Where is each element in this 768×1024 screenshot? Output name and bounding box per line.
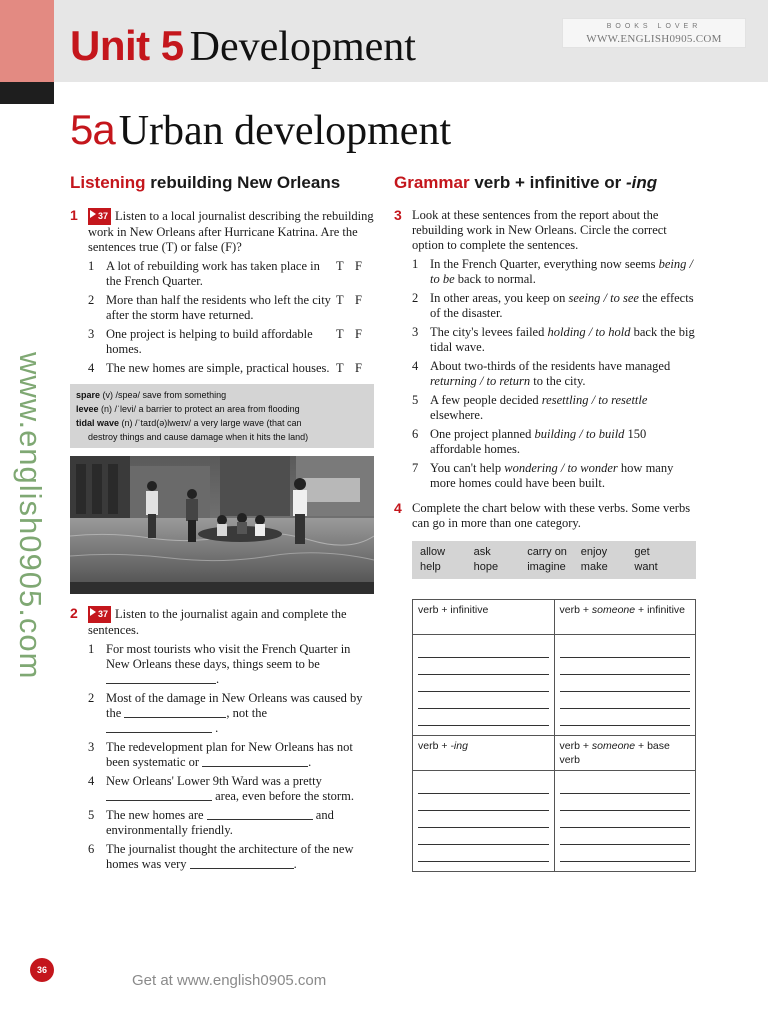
item-text-part: and environmentally friendly. xyxy=(106,808,334,837)
verb-word: allow xyxy=(420,546,446,558)
watermark-top-text: BOOKS LOVER xyxy=(606,23,702,30)
chart-header-verb-ing xyxy=(413,736,554,770)
item-text-part: 150 affordable homes. xyxy=(430,427,647,456)
item-text-part: to the city. xyxy=(530,374,586,388)
answer-lines[interactable] xyxy=(413,635,554,735)
list-item xyxy=(412,393,696,423)
list-item xyxy=(88,774,374,804)
item-text-part: elsewhere. xyxy=(430,408,484,422)
listening-heading xyxy=(70,172,374,194)
item-text-part: The new homes are xyxy=(106,808,204,822)
section-title xyxy=(70,104,451,157)
item-text-part: , not the xyxy=(226,706,268,720)
item-text-part: how many more homes could have been built. xyxy=(430,461,674,490)
exercise-4 xyxy=(394,501,696,531)
glossary-definition: (n) /ˈtaɪd(ə)lweɪv/ a very large wave (that can xyxy=(119,418,302,428)
glossary-entry xyxy=(76,402,368,416)
answer-lines[interactable] xyxy=(554,635,696,735)
verb-word: help xyxy=(420,561,441,573)
list-item xyxy=(88,691,374,736)
true-option[interactable]: T xyxy=(336,327,344,341)
item-number: 3 xyxy=(88,327,95,341)
exercise-number: 1 xyxy=(70,207,78,223)
chart-header-part: -ing xyxy=(450,740,468,752)
true-false-options xyxy=(336,259,374,289)
item-text: The new homes are simple, practical houses. xyxy=(106,361,330,375)
list-item xyxy=(88,293,374,323)
true-option[interactable]: T xyxy=(336,259,344,273)
chart-header-part: verb + xyxy=(418,740,451,752)
header-black-block xyxy=(0,82,54,104)
grammar-heading-topic: verb + infinitive or xyxy=(469,173,626,192)
item-text xyxy=(106,842,374,872)
item-text-part: The city's levees failed xyxy=(430,325,548,339)
answer-lines[interactable] xyxy=(554,771,696,871)
item-text: One project is helping to build affordable homes. xyxy=(106,327,313,356)
exercise-number: 3 xyxy=(394,207,402,223)
glossary-box xyxy=(70,384,374,448)
circle-option[interactable]: being / to be xyxy=(430,257,693,286)
exercise-1-instruction-text: Listen to a local journalist describing the rebuilding work in New Orleans after Hurricane Katrina. Are the sentences true (T) or false (F)? xyxy=(88,209,374,254)
list-item xyxy=(88,808,374,838)
verb-word: enjoy xyxy=(580,546,608,558)
true-false-options xyxy=(336,293,374,323)
exercise-instruction: Complete the chart below with these verbs. Some verbs can go in more than one category. xyxy=(412,501,691,530)
list-item xyxy=(88,259,374,289)
list-item xyxy=(412,461,696,491)
item-number: 6 xyxy=(88,842,95,856)
item-text-part: back the big tidal wave. xyxy=(430,325,695,354)
footer-text[interactable]: Get at www.english0905.com xyxy=(132,972,327,989)
item-text xyxy=(106,642,374,687)
item-number: 7 xyxy=(412,461,419,475)
circle-option[interactable]: resettling / to resettle xyxy=(541,393,648,407)
answer-blank[interactable] xyxy=(202,756,308,767)
circle-option[interactable]: wondering / to wonder xyxy=(504,461,618,475)
section-number: 5a xyxy=(70,106,115,153)
page-number-badge: 36 xyxy=(30,958,54,982)
glossary-definition: (n) /ˈlevi/ a barrier to protect an area from flooding xyxy=(98,404,300,414)
chart-header-part: + infinitive xyxy=(635,604,686,616)
verb-word: get xyxy=(634,546,650,558)
list-item xyxy=(412,325,696,355)
exercise-number: 4 xyxy=(394,500,402,516)
answer-blank[interactable] xyxy=(124,707,226,718)
exercise-3-items xyxy=(412,257,696,491)
glossary-word: levee xyxy=(76,404,99,414)
item-number: 1 xyxy=(88,642,95,656)
list-item xyxy=(88,740,374,770)
item-number: 6 xyxy=(412,427,419,441)
item-text xyxy=(430,427,696,457)
item-text-part: The redevelopment plan for New Orleans has not been systematic or xyxy=(106,740,353,769)
list-item xyxy=(88,842,374,872)
list-item xyxy=(412,257,696,287)
grammar-column xyxy=(394,172,696,872)
exercise-3 xyxy=(394,208,696,253)
chart-header-verb-infinitive: verb + infinitive xyxy=(418,604,489,616)
chart-answer-row xyxy=(413,634,695,735)
item-text xyxy=(430,393,696,423)
item-number: 1 xyxy=(412,257,419,271)
side-watermark-text: www.english0905.com xyxy=(13,352,48,680)
circle-option[interactable]: building / to build xyxy=(534,427,625,441)
answer-blank[interactable] xyxy=(106,673,216,684)
chart-header-verb-someone-base xyxy=(554,736,696,770)
verb-pattern-chart xyxy=(412,599,696,872)
unit-name: Development xyxy=(189,24,416,70)
verb-word-box xyxy=(412,541,696,579)
false-option[interactable]: F xyxy=(355,259,362,273)
answer-lines[interactable] xyxy=(413,771,554,871)
item-number: 2 xyxy=(412,291,419,305)
item-number: 2 xyxy=(88,293,95,307)
item-text-part: Most of the damage in New Orleans was caused by the xyxy=(106,691,363,720)
chart-header-part: someone xyxy=(591,740,636,752)
false-option[interactable]: F xyxy=(355,293,362,307)
list-item xyxy=(88,327,374,357)
chart-header-part: verb + xyxy=(559,604,592,616)
chart-header-part: + base verb xyxy=(559,740,670,766)
item-text-part: . xyxy=(293,857,297,871)
circle-option[interactable]: holding / to hold xyxy=(547,325,631,339)
audio-track-icon[interactable]: 37 xyxy=(88,208,111,225)
list-item xyxy=(88,642,374,687)
item-text xyxy=(106,808,374,838)
list-item xyxy=(88,361,374,376)
false-option[interactable]: F xyxy=(355,361,362,375)
exercise-1 xyxy=(70,208,374,255)
verb-word: want xyxy=(634,561,658,573)
chart-answer-row xyxy=(413,770,695,871)
glossary-definition: (v) /speə/ save from something xyxy=(100,390,227,400)
grammar-heading-italic: -ing xyxy=(625,173,658,192)
item-text xyxy=(106,774,374,804)
glossary-word: tidal wave xyxy=(76,418,120,428)
true-false-options xyxy=(336,327,374,357)
glossary-entry xyxy=(76,416,368,430)
item-text-part: In other areas, you keep on xyxy=(430,291,569,305)
listening-column xyxy=(70,172,374,872)
circle-option[interactable]: returning / to return xyxy=(430,374,531,388)
item-number: 2 xyxy=(88,691,95,705)
glossary-entry xyxy=(76,388,368,402)
exercise-number: 2 xyxy=(70,605,78,621)
item-text-part: A few people decided xyxy=(430,393,542,407)
listening-heading-topic: rebuilding New Orleans xyxy=(145,173,341,192)
item-text-part: the effects of the disaster. xyxy=(430,291,694,320)
false-option[interactable]: F xyxy=(355,327,362,341)
exercise-instruction: Look at these sentences from the report about the rebuilding work in New Orleans. Circle the correct option to complete the sentences. xyxy=(412,208,667,252)
item-text xyxy=(430,461,696,491)
unit-title xyxy=(70,20,416,73)
item-text: A lot of rebuilding work has taken place in the French Quarter. xyxy=(106,259,320,288)
exercise-instruction xyxy=(88,606,374,638)
item-text-part: You can't help xyxy=(430,461,505,475)
item-number: 5 xyxy=(412,393,419,407)
list-item xyxy=(412,291,696,321)
item-text xyxy=(430,359,696,389)
verb-word: ask xyxy=(473,546,491,558)
grammar-heading xyxy=(394,172,696,194)
chart-header-part: verb + xyxy=(559,740,592,752)
exercise-2-items xyxy=(88,642,374,872)
true-option[interactable]: T xyxy=(336,293,344,307)
item-number: 5 xyxy=(88,808,95,822)
exercise-2-instruction-text: Listen to the journalist again and complete the sentences. xyxy=(88,607,347,637)
verb-word: imagine xyxy=(527,561,566,573)
glossary-definition: destroy things and cause damage when it hits the land) xyxy=(88,432,309,442)
item-text-part: New Orleans' Lower 9th Ward was a pretty xyxy=(106,774,322,788)
item-text-part: area, even before the storm. xyxy=(215,789,354,803)
item-text xyxy=(430,325,696,355)
exercise-2 xyxy=(70,606,374,638)
circle-option[interactable]: seeing / to see xyxy=(568,291,639,305)
chart-header-row xyxy=(413,600,695,634)
answer-blank[interactable] xyxy=(207,809,313,820)
item-number: 3 xyxy=(412,325,419,339)
item-text-part: . xyxy=(308,755,312,769)
item-text xyxy=(430,257,696,287)
glossary-word: spare xyxy=(76,390,101,400)
watermark-url: WWW.ENGLISH0905.COM xyxy=(586,33,722,45)
header-accent-block xyxy=(0,0,54,82)
item-text-part: One project planned xyxy=(430,427,535,441)
answer-blank[interactable] xyxy=(190,858,294,869)
list-item xyxy=(412,427,696,457)
list-item xyxy=(412,359,696,389)
item-text xyxy=(106,740,374,770)
item-text xyxy=(430,291,696,321)
verb-word: make xyxy=(580,561,608,573)
true-option[interactable]: T xyxy=(336,361,344,375)
true-false-options xyxy=(336,361,374,376)
item-number: 1 xyxy=(88,259,95,273)
item-text-part: For most tourists who visit the French Quarter in New Orleans these days, things seem to be xyxy=(106,642,351,671)
verb-word: carry on xyxy=(527,546,567,558)
item-number: 4 xyxy=(88,774,95,788)
chart-header-row xyxy=(413,735,695,770)
item-number: 4 xyxy=(88,361,95,375)
exercise-1-items xyxy=(88,259,374,376)
item-number: 3 xyxy=(88,740,95,754)
watermark-box xyxy=(562,18,746,48)
item-text xyxy=(106,691,374,736)
item-text-part: . xyxy=(216,672,220,686)
unit-number: Unit 5 xyxy=(70,22,184,69)
exercise-instruction xyxy=(88,208,374,255)
item-text: More than half the residents who left the city after the storm have returned. xyxy=(106,293,331,322)
verb-word: hope xyxy=(473,561,499,573)
audio-track-icon[interactable]: 37 xyxy=(88,606,111,623)
chart-header-part: someone xyxy=(591,604,636,616)
grammar-heading-label: Grammar xyxy=(394,173,470,192)
flood-photo xyxy=(70,456,374,594)
item-text-part: back to normal. xyxy=(454,272,536,286)
item-number: 4 xyxy=(412,359,419,373)
listening-heading-label: Listening xyxy=(70,173,146,192)
chart-header-verb-someone-infinitive xyxy=(554,600,696,634)
section-name: Urban development xyxy=(118,108,452,154)
item-text-part: . xyxy=(215,721,219,735)
answer-blank[interactable] xyxy=(106,790,212,801)
item-text-part: The journalist thought the architecture of the new homes was very xyxy=(106,842,354,871)
glossary-entry xyxy=(76,430,368,444)
answer-blank[interactable] xyxy=(106,722,212,733)
item-text-part: About two-thirds of the residents have managed xyxy=(430,359,671,373)
item-text-part: In the French Quarter, everything now seems xyxy=(430,257,659,271)
